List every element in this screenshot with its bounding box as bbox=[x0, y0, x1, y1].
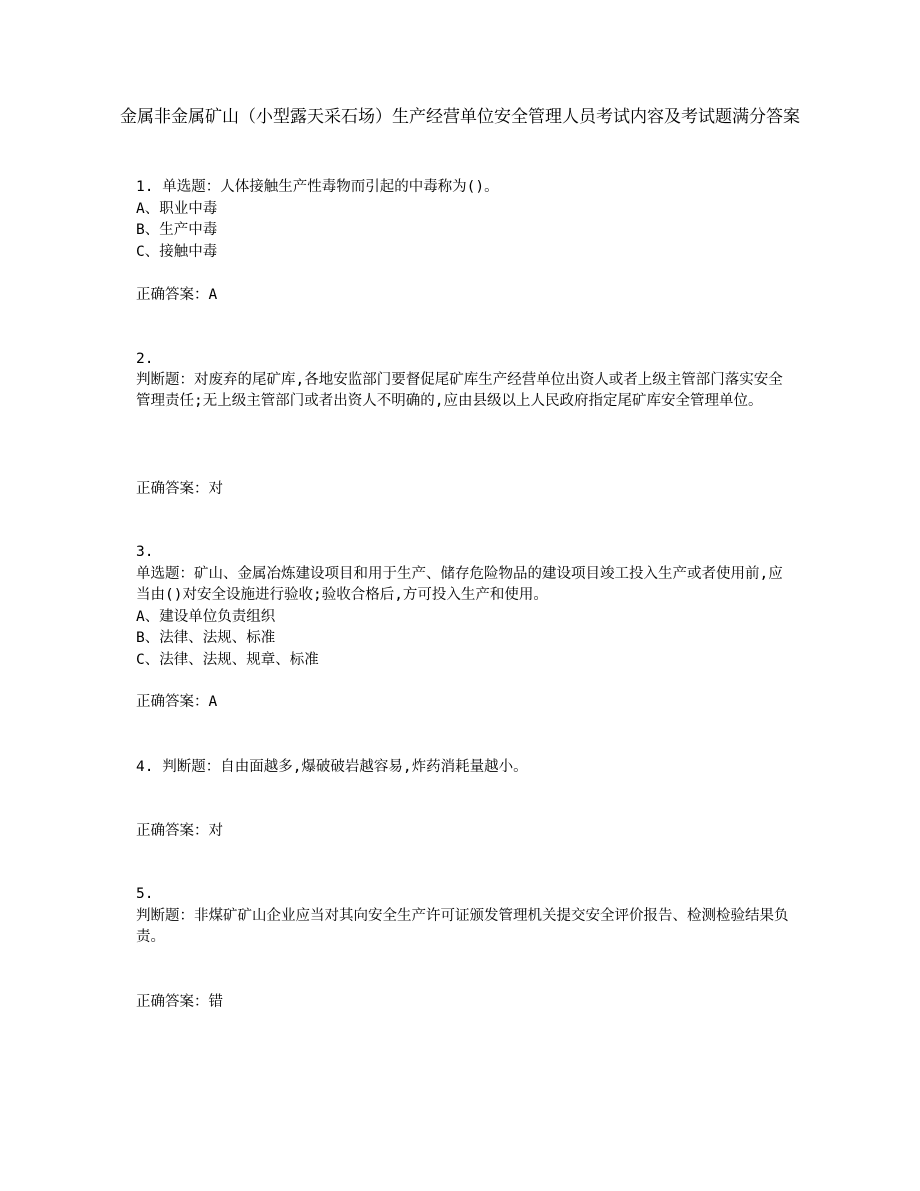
question-5-answer: 正确答案：错 bbox=[136, 994, 223, 1010]
question-2-number: 2. bbox=[136, 351, 154, 367]
question-3-stem: 单选题：矿山、金属冶炼建设项目和用于生产、储存危险物品的建设项目竣工投入生产或者使用前,应当由()对安全设施进行验收;验收合格后,方可投入生产和使用。 bbox=[136, 566, 783, 603]
question-3-number: 3. bbox=[136, 544, 154, 560]
question-3-option-c: C、法律、法规、规章、标准 bbox=[136, 652, 319, 668]
question-4-stem: 4. 判断题：自由面越多,爆破破岩越容易,炸药消耗量越小。 bbox=[136, 759, 528, 775]
question-3-answer: 正确答案：A bbox=[136, 694, 218, 710]
question-2-stem: 判断题：对废弃的尾矿库,各地安监部门要督促尾矿库生产经营单位出资人或者上级主管部门落实安全管理责任;无上级主管部门或者出资人不明确的,应由县级以上人民政府指定尾矿库安全管理单位。 bbox=[136, 372, 783, 409]
question-1-stem: 1. 单选题：人体接触生产性毒物而引起的中毒称为()。 bbox=[136, 179, 499, 195]
question-1-option-b: B、生产中毒 bbox=[136, 222, 218, 238]
question-3-option-b: B、法律、法规、标准 bbox=[136, 630, 276, 646]
question-5-number: 5. bbox=[136, 886, 154, 902]
question-3-option-a: A、建设单位负责组织 bbox=[136, 609, 276, 625]
question-1-answer: 正确答案：A bbox=[136, 287, 218, 303]
question-4-answer: 正确答案：对 bbox=[136, 823, 223, 839]
question-1-option-a: A、职业中毒 bbox=[136, 201, 218, 217]
question-5-stem: 判断题：非煤矿矿山企业应当对其向安全生产许可证颁发管理机关提交安全评价报告、检测检验结果负责。 bbox=[136, 908, 789, 945]
document-title: 金属非金属矿山（小型露天采石场）生产经营单位安全管理人员考试内容及考试题满分答案 bbox=[120, 107, 800, 127]
question-1-option-c: C、接触中毒 bbox=[136, 244, 218, 260]
question-2-answer: 正确答案：对 bbox=[136, 481, 223, 497]
